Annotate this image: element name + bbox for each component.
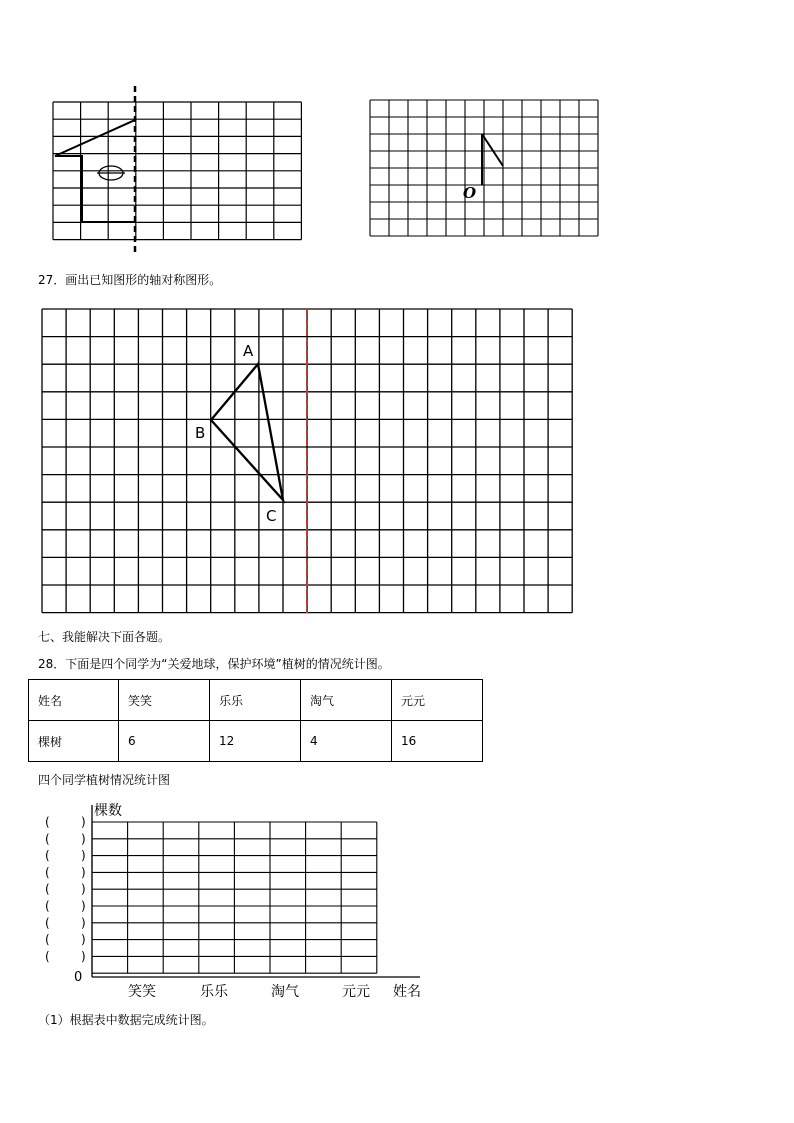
point-label-c: C	[266, 507, 277, 525]
scale-paren-close: )	[81, 815, 86, 829]
chart-caption: 四个同学植树情况统计图	[38, 773, 171, 787]
scale-paren-close: )	[81, 831, 86, 846]
x-axis-label: 姓名	[393, 984, 421, 1000]
scale-paren-close: )	[81, 882, 86, 897]
x-tick-label: 乐乐	[200, 984, 228, 1000]
origin-label: 0	[74, 970, 83, 985]
scale-paren-close: )	[81, 932, 86, 947]
section-7-title: 七、我能解决下面各题。	[38, 630, 171, 644]
scale-paren-close: )	[81, 949, 86, 964]
y-axis-label: 棵数	[94, 803, 122, 819]
table-cell: 6	[119, 721, 210, 762]
question-27-text: 27．画出已知图形的轴对称图形。	[38, 273, 222, 287]
table-header-cell: 姓名	[29, 680, 119, 721]
table-header-cell: 淘气	[301, 680, 392, 721]
scale-paren-open: (	[45, 915, 50, 930]
origin-o-label: O	[463, 184, 477, 202]
point-label-a: A	[243, 342, 254, 360]
x-tick-label: 笑笑	[128, 984, 156, 1000]
scale-paren-open: (	[45, 882, 50, 897]
x-tick-label: 元元	[342, 984, 370, 1000]
point-label-b: B	[195, 424, 206, 442]
scale-paren-close: )	[81, 848, 86, 863]
scale-paren-open: (	[45, 865, 50, 880]
scale-paren-close: )	[81, 899, 86, 913]
scale-paren-open: (	[45, 899, 50, 913]
scale-paren-open: (	[45, 831, 50, 846]
table-cell: 棵树	[29, 721, 119, 762]
question-28-text: 28．下面是四个同学为“关爱地球，保护环境”植树的情况统计图。	[38, 657, 390, 671]
scale-paren-close: )	[81, 915, 86, 930]
scale-paren-close: )	[81, 865, 86, 880]
scale-paren-open: (	[45, 932, 50, 947]
question-28-sub-1: （1）根据表中数据完成统计图。	[38, 1013, 214, 1027]
scale-paren-open: (	[45, 949, 50, 964]
table-header-cell: 乐乐	[210, 680, 301, 721]
table-header-cell: 笑笑	[119, 680, 210, 721]
chart-grid	[92, 822, 377, 973]
scale-paren-open: (	[45, 848, 50, 863]
table-header-cell: 元元	[392, 680, 483, 721]
table-cell: 4	[301, 721, 392, 762]
table-cell: 12	[210, 721, 301, 762]
table-cell: 16	[392, 721, 483, 762]
scale-paren-open: (	[45, 815, 50, 829]
x-tick-label: 淘气	[271, 984, 299, 1000]
